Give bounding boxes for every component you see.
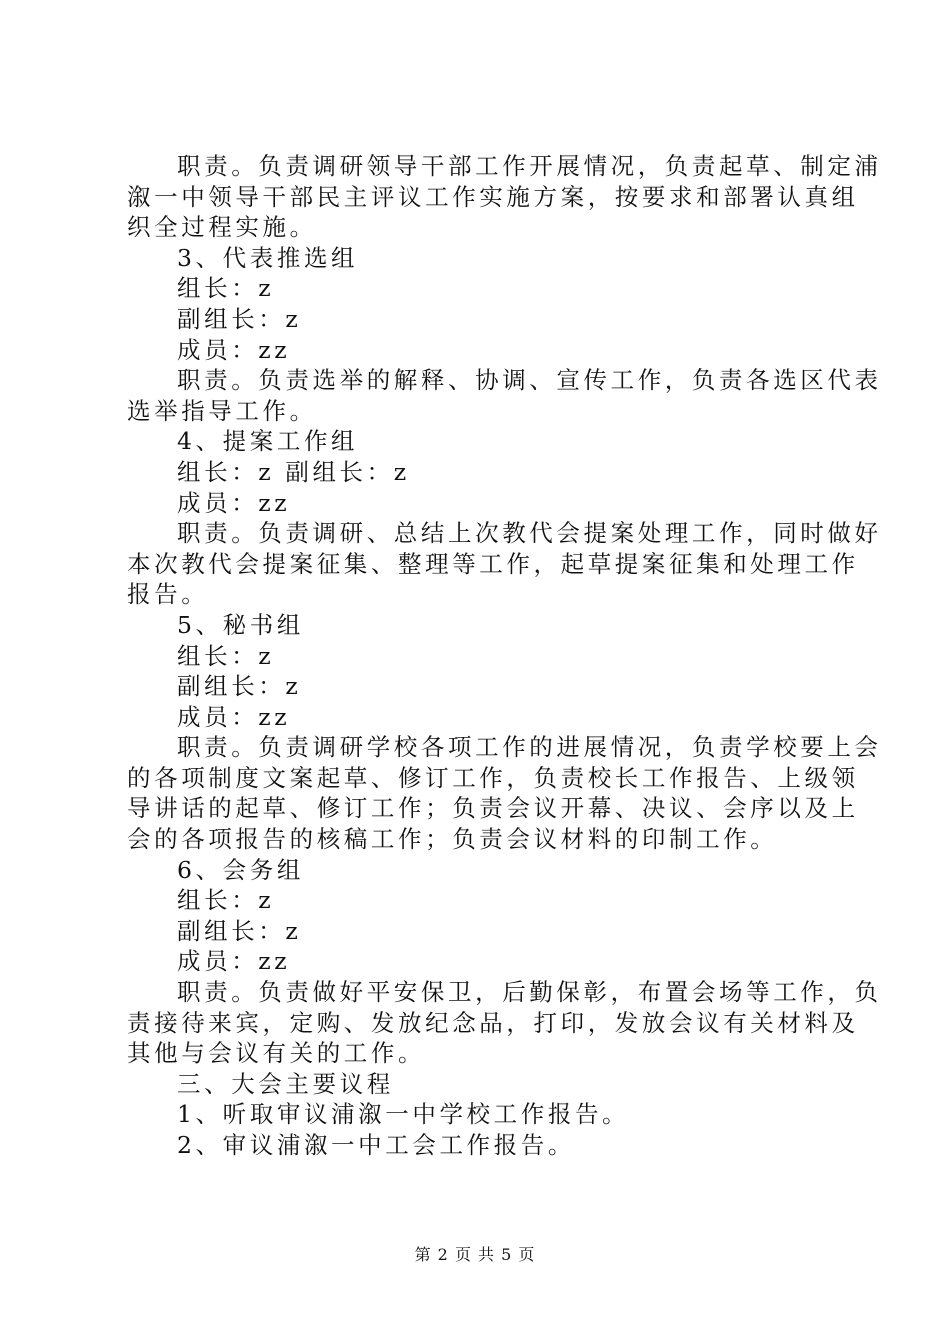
- text-line: 成员：zz: [177, 335, 291, 364]
- text-line: 会的各项报告的核稿工作；负责会议材料的印制工作。: [127, 825, 778, 854]
- text-line: 职责。负责调研领导干部工作开展情况，负责起草、制定浦: [177, 152, 882, 180]
- text-line: 组长：z 副组长：z: [177, 457, 410, 486]
- text-line: 三、大会主要议程: [177, 1069, 394, 1098]
- text-line: 1、听取审议浦溆一中学校工作报告。: [177, 1100, 630, 1129]
- text-line: 选举指导工作。: [127, 396, 317, 425]
- text-line: 副组长：z: [177, 672, 302, 701]
- text-line: 职责。负责做好平安保卫，后勤保彰，布置会场等工作，负: [177, 978, 882, 1007]
- document-body: [127, 151, 882, 1161]
- text-line: 导讲话的起草、修订工作；负责会议开幕、决议、会序以及上: [127, 794, 859, 823]
- text-line: 组长：z: [177, 274, 275, 303]
- text-line: 副组长：z: [177, 304, 302, 333]
- text-line: 职责。负责调研、总结上次教代会提案处理工作，同时做好: [177, 519, 882, 548]
- text-line: 本次教代会提案征集、整理等工作，起草提案征集和处理工作: [127, 549, 859, 578]
- text-line: 责接待来宾，定购、发放纪念品，打印，发放会议有关材料及: [127, 1008, 859, 1037]
- text-line: 成员：zz: [177, 488, 291, 517]
- text-line: 织全过程实施。: [127, 213, 317, 242]
- text-line: 5、秘书组: [177, 610, 304, 639]
- text-line: 4、提案工作组: [177, 427, 359, 456]
- text-line: 组长：z: [177, 641, 275, 670]
- text-line: 6、会务组: [177, 855, 304, 884]
- text-line: 组长：z: [177, 886, 275, 915]
- text-line: 溆一中领导干部民主评议工作实施方案，按要求和部署认真组: [127, 182, 859, 211]
- page-footer: 第 2 页 共 5 页: [414, 1245, 536, 1264]
- text-line: 成员：zz: [177, 947, 291, 976]
- text-line: 职责。负责调研学校各项工作的进展情况，负责学校要上会: [177, 733, 882, 762]
- text-line: 副组长：z: [177, 916, 302, 945]
- text-line: 成员：zz: [177, 702, 291, 731]
- text-line: 职责。负责选举的解释、协调、宣传工作，负责各选区代表: [177, 366, 882, 395]
- text-line: 3、代表推选组: [177, 243, 359, 272]
- text-line: 其他与会议有关的工作。: [127, 1039, 426, 1068]
- text-line: 2、审议浦溆一中工会工作报告。: [177, 1131, 575, 1159]
- text-line: 的各项制度文案起草、修订工作，负责校长工作报告、上级领: [127, 763, 859, 792]
- text-line: 报告。: [127, 580, 209, 609]
